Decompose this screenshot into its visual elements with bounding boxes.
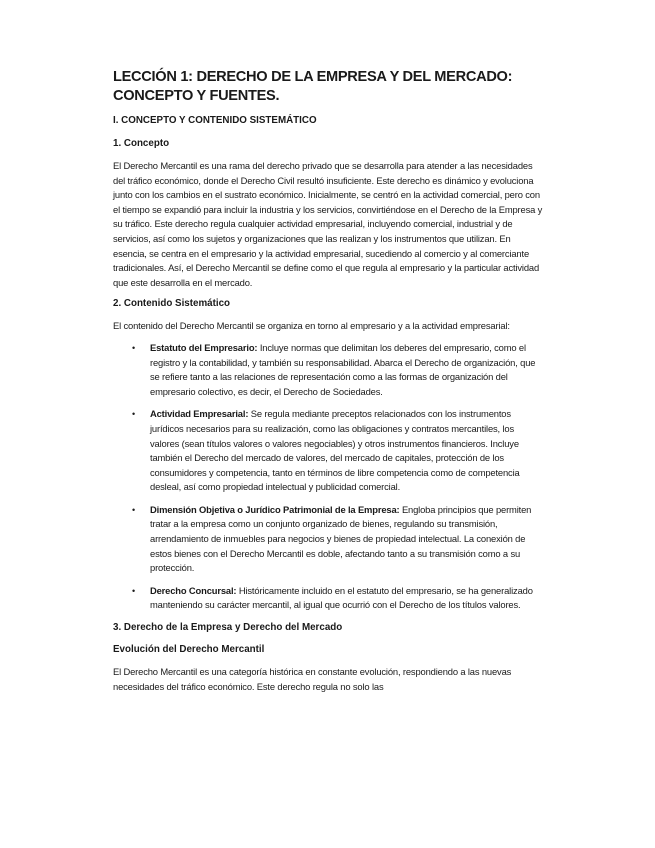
section-heading-concepto-contenido: I. CONCEPTO Y CONTENIDO SISTEMÁTICO bbox=[113, 115, 317, 126]
bullet-text: Engloba principios que permiten tratar a la empresa como un conjunto organizado de bienes, regulando su transmisión, arrendamiento de inmuebles para negocios y bienes de propiedad intelectual. La conexión de estos bienes con el Derecho Mercantil es doble, afectando tanto a su transmisión como a su protección. bbox=[150, 503, 532, 574]
document-page bbox=[113, 68, 545, 701]
bullet-icon: • bbox=[132, 409, 136, 420]
document-title: LECCIÓN 1: DERECHO DE LA EMPRESA Y DEL MERCADO: CONCEPTO Y FUENTES. bbox=[113, 69, 513, 104]
contenido-bullet-list bbox=[113, 341, 545, 613]
subheading-contenido-sistematico: 2. Contenido Sistemático bbox=[113, 298, 231, 310]
bullet-icon: • bbox=[132, 585, 136, 596]
bullet-dimension-objetiva bbox=[113, 503, 545, 576]
bullet-text: Incluye normas que delimitan los deberes del empresario, como el registro y la contabilidad, y también su responsabilidad. Abarca el Derecho de organización, que se refiere tanto a las relaciones de representación como a las formas de organización del empresario colectivo, es decir, el Derecho de Sociedades. bbox=[150, 341, 536, 397]
bullet-icon: • bbox=[132, 504, 136, 515]
paragraph-evolucion: El Derecho Mercantil es una categoría histórica en constante evolución, respondiendo a las nuevas necesidades del tráfico económico. Este derecho regula no solo las bbox=[113, 666, 512, 692]
subheading-evolucion: Evolución del Derecho Mercantil bbox=[113, 644, 265, 656]
bullet-term: Actividad Empresarial: bbox=[150, 408, 249, 420]
bullet-term: Derecho Concursal: bbox=[150, 584, 237, 596]
paragraph-concepto: El Derecho Mercantil es una rama del derecho privado que se desarrolla para atender a las necesidades del tráfico económico, donde el Derecho Civil resultó insuficiente. Este derecho es dinámico y evoluciona junto con los cambios en el sustrato económico. Inicialmente, se centró en la actividad comercial, pero con el tiempo se expandió para incluir la industria y los servicios, convirtiéndose en el Derecho de la Empresa y su tráfico. Este derecho regula cualquier actividad empresarial, incluyendo comercial, industrial y de servicios, así como los sujetos y organizaciones que las realizan y los instrumentos que utilizan. En esencia, se centra en el empresario y la actividad empresarial, sucediendo al comercio y al comerciante tradicionales. Así, el Derecho Mercantil se define como el que regula al empresario y la particular actividad que este desarrolla en el mercado. bbox=[113, 160, 543, 288]
bullet-term: Dimensión Objetiva o Jurídico Patrimonial de la Empresa: bbox=[150, 503, 400, 515]
bullet-icon: • bbox=[132, 342, 136, 353]
bullet-text: Se regula mediante preceptos relacionados con los instrumentos jurídicos necesarios para su realización, como las obligaciones y contratos mercantiles, los valores (sean títulos valores o valores negociables) y otros instrumentos financieros. Incluye también el Derecho del mercado de valores, del mercado de capitales, protección de los consumidores y competencia, tanto en términos de libre competencia como de competencia desleal, así como propiedad intelectual y publicidad comercial. bbox=[150, 408, 520, 493]
bullet-estatuto-empresario bbox=[113, 341, 545, 399]
bullet-derecho-concursal bbox=[113, 584, 545, 613]
bullet-actividad-empresarial bbox=[113, 407, 545, 495]
bullet-term: Estatuto del Empresario: bbox=[150, 341, 258, 353]
paragraph-contenido-intro: El contenido del Derecho Mercantil se organiza en torno al empresario y a la actividad empresarial: bbox=[113, 320, 510, 332]
subheading-derecho-empresa-mercado: 3. Derecho de la Empresa y Derecho del Mercado bbox=[113, 622, 343, 634]
subheading-concepto: 1. Concepto bbox=[113, 138, 170, 149]
bullet-text: Históricamente incluido en el estatuto del empresario, se ha generalizado manteniendo su carácter mercantil, al igual que ocurrió con el Derecho de los títulos valores. bbox=[150, 584, 533, 611]
